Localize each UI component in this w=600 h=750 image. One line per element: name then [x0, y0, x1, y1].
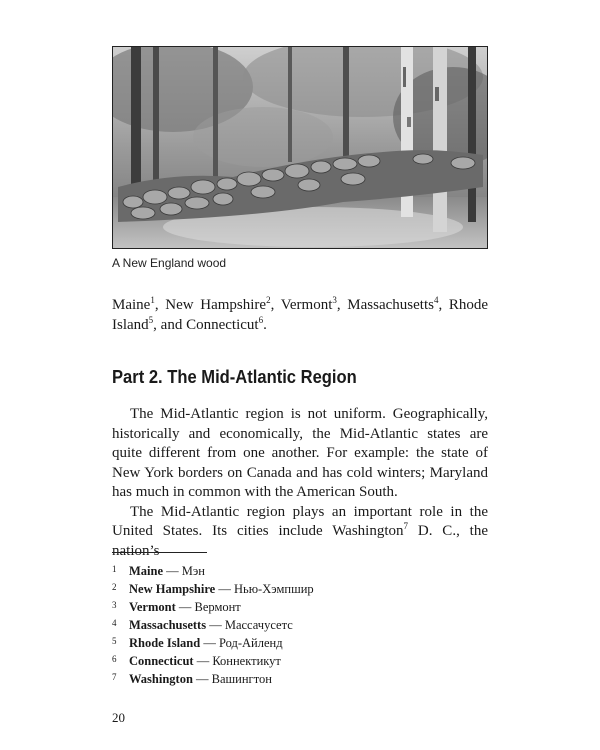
- footnote: 1 Maine — Мэн: [112, 564, 205, 578]
- states-paragraph: Maine$^1$, New Hampshire$^2$, Vermont$^3$, Massachusetts$^4$, Rhode Island$^5$, and Connecticut$^6$.: [112, 295, 489, 333]
- footnote: 6 Connecticut — Коннектикут: [112, 654, 281, 668]
- footnote: 4 Massachusetts — Массачусетс: [112, 618, 293, 632]
- footnote-divider: [112, 552, 207, 553]
- figure-caption: A New England wood: [112, 256, 227, 270]
- footnote: 2 New Hampshire — Нью-Хэмпшир: [112, 582, 314, 596]
- footnotes-list: [112, 562, 488, 688]
- forest-stone-wall-photo: [112, 46, 488, 249]
- footnote: 3 Vermont — Вермонт: [112, 600, 241, 614]
- section-heading: Part 2. The Mid-Atlantic Region: [112, 367, 357, 387]
- page-number: 20: [112, 710, 125, 725]
- paragraph-2: The Mid-Atlantic region plays an important role in the United States. Its cities include Washington$^7$ D. C., the nation’s: [112, 503, 488, 559]
- footnote: 5 Rhode Island — Род-Айленд: [112, 636, 283, 650]
- section-body: [112, 405, 488, 561]
- paragraph-1: The Mid-Atlantic region is not uniform. Geographically, historically and economically, the Mid-Atlantic states are quite different from one another. For example: the state of New York borders on Canada and has cold winters; Maryland has much in common with the American South.: [112, 406, 488, 500]
- footnote: 7 Washington — Вашингтон: [112, 672, 272, 686]
